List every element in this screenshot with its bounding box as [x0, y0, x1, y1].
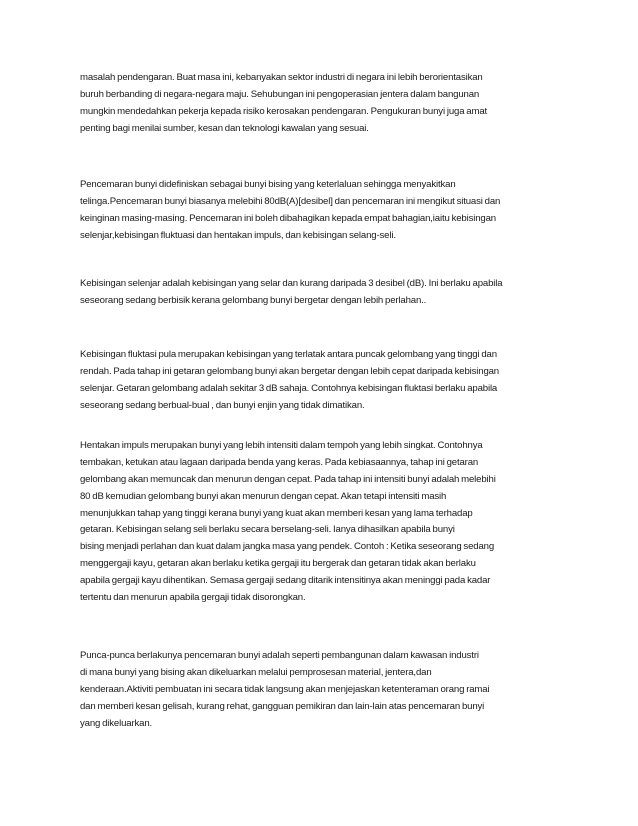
text-line: Punca-punca berlakunya pencemaran bunyi adalah seperti pembangunan dalam kawasan industri — [80, 650, 479, 661]
text-line: tertentu dan menurun apabila gergaji tidak disorongkan. — [80, 592, 306, 604]
paragraph-impulse-noise — [80, 438, 572, 607]
text-line: di mana bunyi yang bising akan dikeluarkan melalui pemprosesan material, jentera,dan — [80, 666, 432, 678]
text-line: 80 dB kemudian gelombang bunyi akan menurun dengan cepat. Akan tetapi intensiti masih — [80, 490, 447, 502]
text-line: masalah pendengaran. Buat masa ini, kebanyakan sektor industri di negara ini lebih berorientasikan — [80, 72, 483, 83]
text-line: Pencemaran bunyi didefiniskan sebagai bunyi bising yang keterlaluan sehingga menyakitkan — [80, 179, 456, 190]
text-line: kenderaan.Aktiviti pembuatan ini secara tidak langsung akan menjejaskan ketenteraman orang ramai — [80, 683, 490, 695]
text-line: telinga.Pencemaran bunyi biasanya melebihi 80dB(A)[desibel] dan pencemaran ini mengikut situasi dan — [80, 195, 501, 207]
text-line: getaran. Kebisingan selang seli berlaku secara berselang-seli. Ianya dihasilkan apabila bunyi — [80, 524, 455, 536]
text-line: menggergaji kayu, getaran akan berlaku ketika gergaji itu bergerak dan getaran tidak akan berlaku — [80, 558, 476, 570]
text-line: menunjukkan tahap yang tinggi kerana bunyi yang kuat akan memberi kesan yang lama terhadap — [80, 507, 473, 519]
text-line: Kebisingan selenjar adalah kebisingan yang selar dan kurang daripada 3 desibel (dB). Ini berlaku apabila — [80, 278, 503, 289]
text-line: buruh berbanding di negara-negara maju. Sehubungan ini pengoperasian jentera dalam bangunan — [80, 88, 480, 100]
text-line: Hentakan impuls merupakan bunyi yang lebih intensiti dalam tempoh yang lebih singkat. Contohnya — [80, 440, 483, 451]
paragraph-fluctuating-noise — [80, 347, 572, 415]
text-line: bising menjadi perlahan dan kuat dalam jangka masa yang pendek. Contoh : Ketika seseorang sedang — [80, 541, 495, 553]
text-line: seseorang sedang berbisik kerana gelombang bunyi bergetar dengan lebih perlahan.. — [80, 294, 427, 306]
text-line: apabila gergaji kayu dihentikan. Semasa gergaji sedang ditarik intensitinya akan meninggi pada kadar — [80, 575, 491, 587]
paragraph-hearing-problem — [80, 70, 572, 138]
paragraph-noise-definition — [80, 177, 572, 245]
text-line: rendah. Pada tahap ini getaran gelombang bunyi akan bergetar dengan lebih cepat daripada kebisingan — [80, 365, 499, 377]
text-line: tembakan, ketukan atau lagaan daripada benda yang keras. Pada kebiasaannya, tahap ini getaran — [80, 456, 479, 468]
text-line: Kebisingan fluktasi pula merupakan kebisingan yang terlatak antara puncak gelombang yang tinggi dan — [80, 349, 497, 360]
paragraph-noise-causes — [80, 648, 572, 732]
text-line: penting bagi menilai sumber, kesan dan teknologi kawalan yang sesuai. — [80, 122, 369, 134]
text-line: gelombang akan memuncak dan menurun dengan cepat. Pada tahap ini intensiti bunyi adalah melebihi — [80, 473, 496, 485]
paragraph-continuous-noise — [80, 276, 572, 310]
text-line: yang dikeluarkan. — [80, 717, 153, 729]
text-line: keinginan masing-masing. Pencemaran ini boleh dibahagikan kepada empat bahagian,iaitu kebisingan — [80, 212, 496, 224]
text-line: seseorang sedang berbual-bual , dan bunyi enjin yang tidak dimatikan. — [80, 399, 365, 411]
text-line: selenjar. Getaran gelombang adalah sekitar 3 dB sahaja. Contohnya kebisingan fluktasi berlaku apabila — [80, 382, 498, 394]
text-line: dan memberi kesan gelisah, kurang rehat, gangguan pemikiran dan lain-lain atas pencemaran bunyi — [80, 700, 485, 712]
text-line: mungkin mendedahkan pekerja kepada risiko kerosakan pendengaran. Pengukuran bunyi juga amat — [80, 105, 488, 117]
text-line: selenjar,kebisingan fluktuasi dan hentakan impuls, dan kebisingan selang-seli. — [80, 229, 396, 241]
